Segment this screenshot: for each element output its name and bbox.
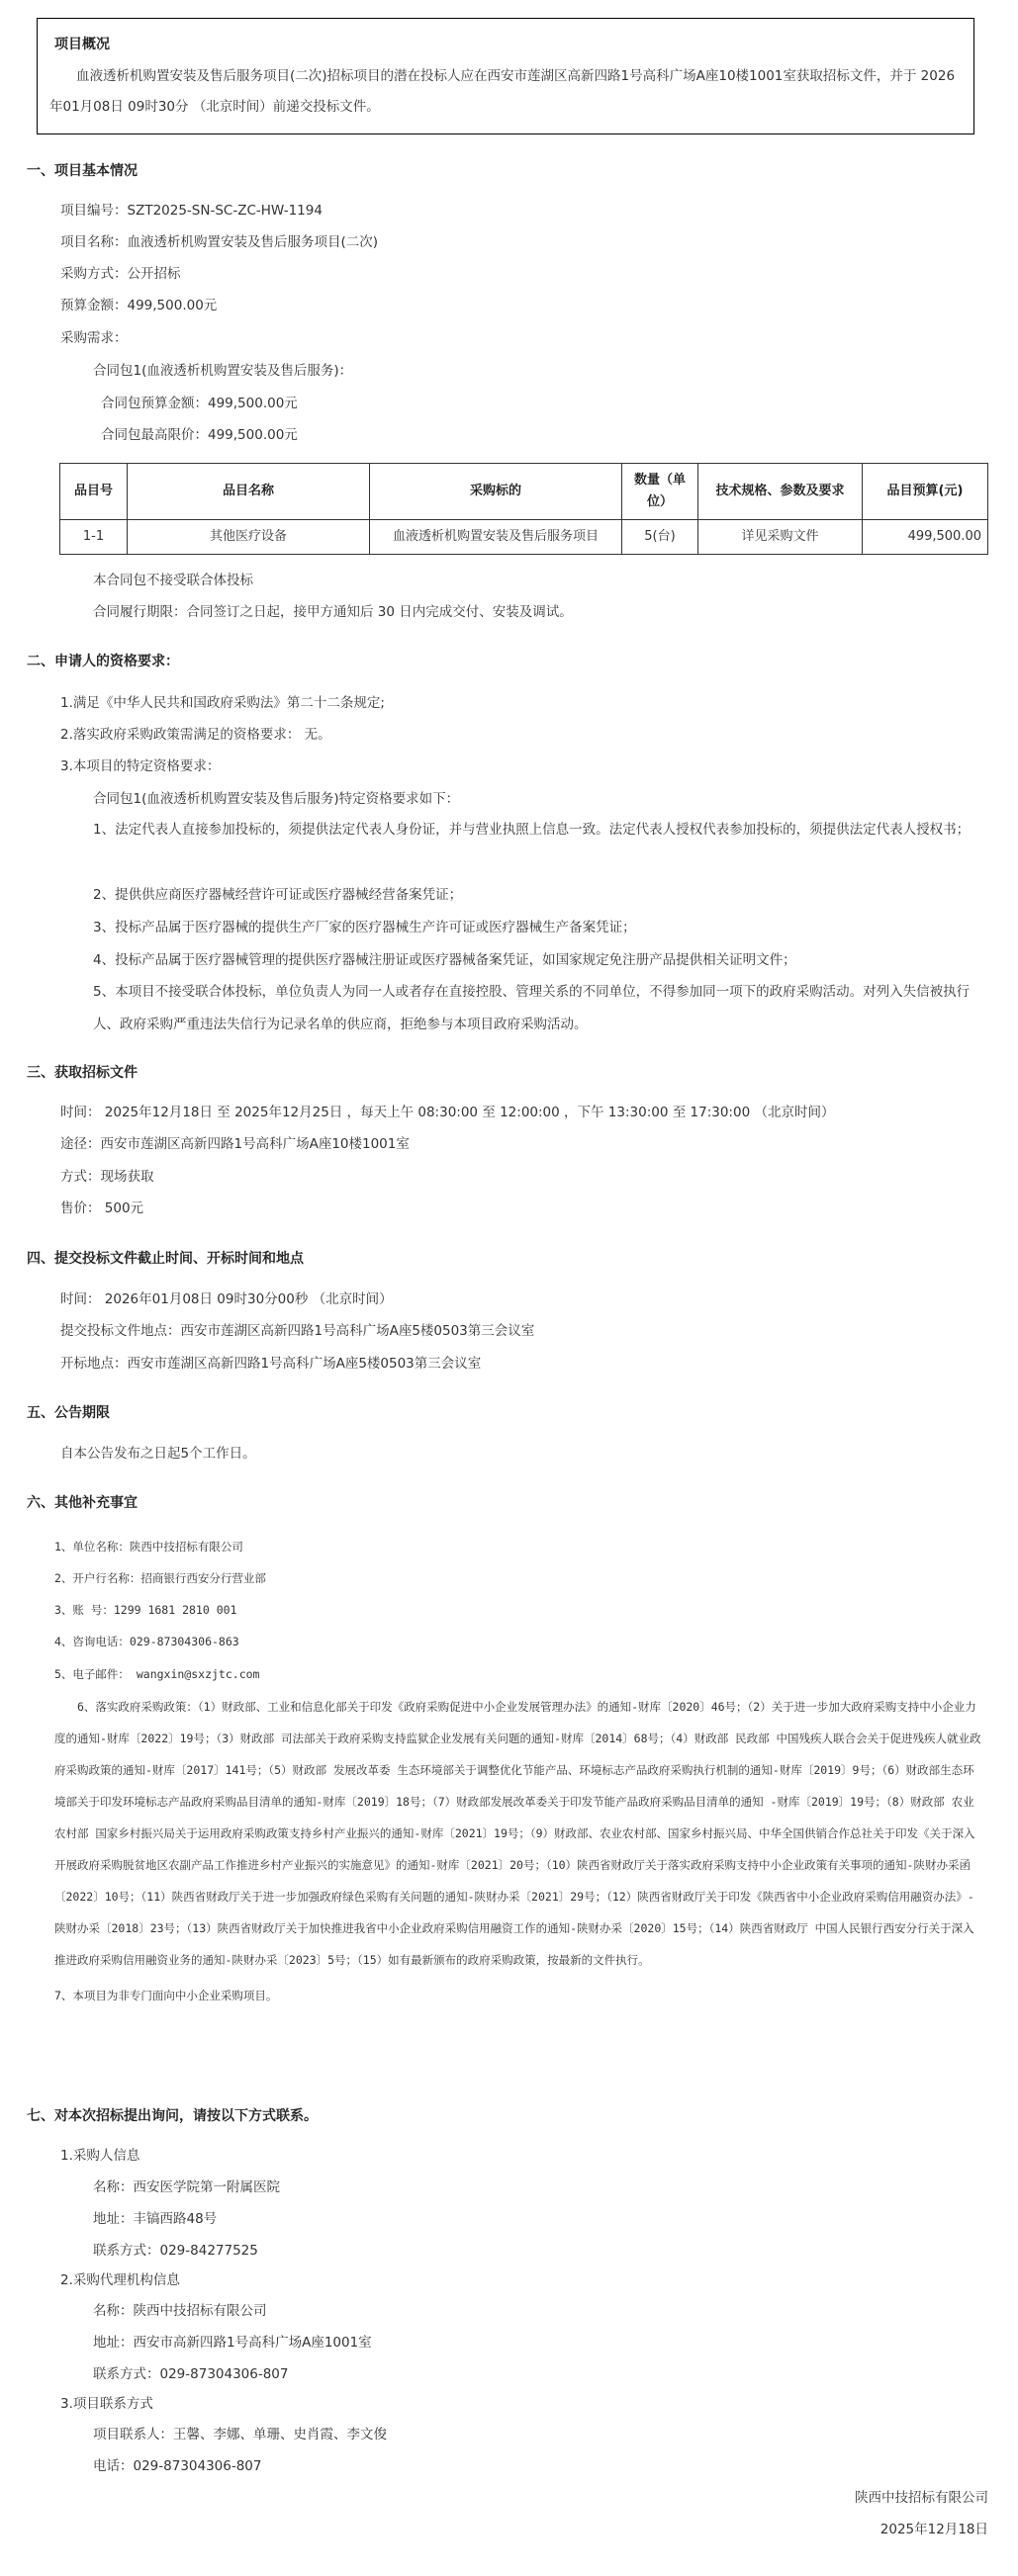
section-3-title: 三、获取招标文件 (27, 1065, 138, 1081)
overview-title: 项目概况 (54, 37, 110, 52)
opening-place: 开标地点：西安市莲湖区高新四路1号高科广场A座5楼0503第三会议室 (60, 1356, 482, 1372)
requirement-item: 5、本项目不接受联合体投标，单位负责人为同一人或者存在直接控股、管理关系的不同单位，不得参加同一项下的政府采购活动。对列入失信被执行人、政府采购严重违法失信行为记录名单的供应商，拒绝参与本项目政府采购活动。 (93, 984, 971, 1032)
supplementary-line: 5、电子邮件： wangxin@sxzjtc.com (54, 1667, 260, 1681)
qualification-item: 2.落实政府采购政策需满足的资格要求： 无。 (60, 727, 331, 743)
supplementary-line: 4、咨询电话：029-87304306-863 (54, 1635, 239, 1648)
table-row (60, 520, 988, 555)
requirement-item: 2、提供供应商医疗器械经营许可证或医疗器械经营备案凭证； (93, 887, 463, 903)
contact-persons: 项目联系人：王馨、李娜、单珊、史肖霞、李文俊 (93, 2427, 387, 2443)
agency-address: 地址：西安市高新四路1号高科广场A座1001室 (93, 2335, 372, 2351)
procurement-demand-label: 采购需求： (60, 330, 128, 346)
overview-box (37, 18, 974, 134)
table-header-cell: 技术规格、参数及要求 (698, 464, 863, 520)
table-cell: 499,500.00 (863, 520, 988, 555)
table-header-cell: 品目预算(元) (863, 464, 988, 520)
purchaser-name: 名称：西安医学院第一附属医院 (93, 2179, 280, 2195)
agency-phone: 联系方式：029-87304306-807 (93, 2366, 289, 2382)
budget-amount: 预算金额：499,500.00元 (60, 298, 218, 313)
supplementary-line: 3、账 号：1299 1681 2810 001 (54, 1603, 237, 1617)
qualification-item: 3.本项目的特定资格要求： (60, 758, 221, 774)
obtain-mode: 方式：现场获取 (60, 1169, 154, 1185)
performance-period: 合同履行期限：合同签订之日起，接甲方通知后 30 日内完成交付、安装及调试。 (93, 604, 573, 620)
purchaser-label: 1.采购人信息 (60, 2148, 140, 2164)
purchaser-address: 地址：丰镐西路48号 (93, 2211, 218, 2227)
qualification-item: 1.满足《中华人民共和国政府采购法》第二十二条规定; (60, 695, 385, 711)
section-5-title: 五、公告期限 (27, 1405, 110, 1421)
table-header-cell: 品目名称 (128, 464, 370, 520)
table-header-cell: 数量（单位） (622, 464, 698, 520)
obtain-time: 时间： 2025年12月18日 至 2025年12月25日 ，每天上午 08:30:00 至 12:00:00 ，下午 13:30:00 至 17:30:00 （北京时间） (60, 1105, 835, 1120)
agency-name: 名称：陕西中技招标有限公司 (93, 2303, 267, 2319)
table-cell: 血液透析机购置安装及售后服务项目 (370, 520, 622, 555)
overview-text: 血液透析机购置安装及售后服务项目(二次)招标项目的潜在投标人应在西安市莲湖区高新四路1号高科广场A座10楼1001室获取招标文件，并于 2026年01月08日 09时30分 （北京时间）前递交投标文件。 (49, 68, 956, 115)
project-name: 项目名称：血液透析机购置安装及售后服务项目(二次) (60, 234, 379, 250)
requirement-item: 3、投标产品属于医疗器械的提供生产厂家的医疗器械生产许可证或医疗器械生产备案凭证； (93, 920, 636, 935)
obtain-place: 途径：西安市莲湖区高新四路1号高科广场A座10楼1001室 (60, 1136, 410, 1152)
supplementary-line: 1、单位名称：陕西中技招标有限公司 (54, 1540, 243, 1554)
table-cell: 1-1 (60, 520, 128, 555)
table-header-cell: 品目号 (60, 464, 128, 520)
supplementary-line: 7、本项目为非专门面向中小企业采购项目。 (54, 1989, 278, 2002)
project-number: 项目编号：SZT2025-SN-SC-ZC-HW-1194 (60, 203, 323, 219)
document-price: 售价： 500元 (60, 1200, 144, 1216)
table-header-cell: 采购标的 (370, 464, 622, 520)
supplementary-info (54, 1531, 984, 2015)
table-cell: 5(台) (622, 520, 698, 555)
submit-place: 提交投标文件地点：西安市莲湖区高新四路1号高科广场A座5楼0503第三会议室 (60, 1323, 535, 1339)
section-4-title: 四、提交投标文件截止时间、开标时间和地点 (27, 1251, 304, 1267)
notice-period: 自本公告发布之日起5个工作日。 (60, 1446, 256, 1462)
table-cell: 详见采购文件 (698, 520, 863, 555)
section-2-title: 二、申请人的资格要求： (27, 654, 179, 669)
signature-date: 2025年12月18日 (879, 2522, 988, 2537)
contact-label: 3.项目联系方式 (60, 2396, 153, 2412)
section-6-title: 六、其他补充事宜 (27, 1495, 138, 1511)
lot-budget: 合同包预算金额：499,500.00元 (101, 396, 298, 411)
items-table (59, 463, 988, 555)
procurement-method: 采购方式：公开招标 (60, 266, 181, 282)
deadline-time: 时间： 2026年01月08日 09时30分00秒 （北京时间） (60, 1291, 393, 1307)
lot-requirements-title: 合同包1(血液透析机购置安装及售后服务)特定资格要求如下： (93, 791, 460, 807)
table-cell: 其他医疗设备 (128, 520, 370, 555)
section-1-title: 一、项目基本情况 (27, 163, 138, 179)
policy-paragraph: 6、落实政府采购政策：（1）财政部、工业和信息化部关于印发《政府采购促进中小企业发展管理办法》的通知-财库〔2020〕46号；（2）关于进一步加大政府采购支持中小企业力度的通知-财库〔2022〕19号；（3）财政部 司法部关于政府采购支持监狱企业发展有关问题的通知-财库〔2014〕68号；（4）财政部 民政部 中国残疾人联合会关于促进残疾人就业政府采购政策的通知-财库〔2017〕141号；（5）财政部 发展改革委 生态环境部关于调整优化节能产品、环境标志产品政府采购执行机制的通知-财库〔2019〕9号；（6）财政部生态环境部关于印发环境标志产品政府采购品目清单的通知-财库〔2019〕18号；（7）财政部发展改革委关于印发节能产品政府采购品目清单的通知 -财库〔2019〕19号；（8）财政部 农业农村部 国家乡村振兴局关于运用政府采购政策支持乡村产业振兴的通知-财库〔2021〕19号；（9）财政部、农业农村部、国家乡村振兴局、中华全国供销合作总社关于印发《关于深入开展政府采购脱贫地区农副产品工作推进乡村产业振兴的实施意见》的通知-财库〔2021〕20号；（10）陕西省财政厅关于落实政府采购支持中小企业政策有关事项的通知-陕财办采函〔2022〕10号；（11）陕西省财政厅关于进一步加强政府绿色采购有关问题的通知-陕财办采〔2021〕29号；（12）陕西省财政厅关于印发《陕西省中小企业政府采购信用融资办法》-陕财办采〔2018〕23号；（13）陕西省财政厅关于加快推进我省中小企业政府采购信用融资工作的通知-陕财办采〔2020〕15号；（14）陕西省财政厅 中国人民银行西安分行关于深入推进政府采购信用融资业务的通知-陕财办采〔2023〕5号；（15）如有最新颁布的政府采购政策，按最新的文件执行。 (54, 1700, 981, 1967)
contact-phone: 电话：029-87304306-807 (93, 2458, 262, 2474)
purchaser-phone: 联系方式：029-84277525 (93, 2243, 258, 2259)
signature-company: 陕西中技招标有限公司 (855, 2490, 988, 2506)
agency-label: 2.采购代理机构信息 (60, 2272, 180, 2288)
lot-title: 合同包1(血液透析机购置安装及售后服务)： (93, 363, 353, 379)
requirement-item: 4、投标产品属于医疗器械管理的提供医疗器械注册证或医疗器械备案凭证，如国家规定免注册产品提供相关证明文件； (93, 952, 796, 968)
section-7-title: 七、对本次招标提出询问，请按以下方式联系。 (27, 2108, 318, 2124)
lot-max-price: 合同包最高限价：499,500.00元 (101, 427, 298, 443)
requirement-item: 1、法定代表人直接参加投标的，须提供法定代表人身份证，并与营业执照上信息一致。法定代表人授权代表参加投标的，须提供法定代表人授权书； (93, 822, 971, 838)
table-header-row (60, 464, 988, 520)
supplementary-line: 2、开户行名称：招商银行西安分行营业部 (54, 1571, 266, 1585)
no-consortium-note: 本合同包不接受联合体投标 (93, 573, 253, 588)
